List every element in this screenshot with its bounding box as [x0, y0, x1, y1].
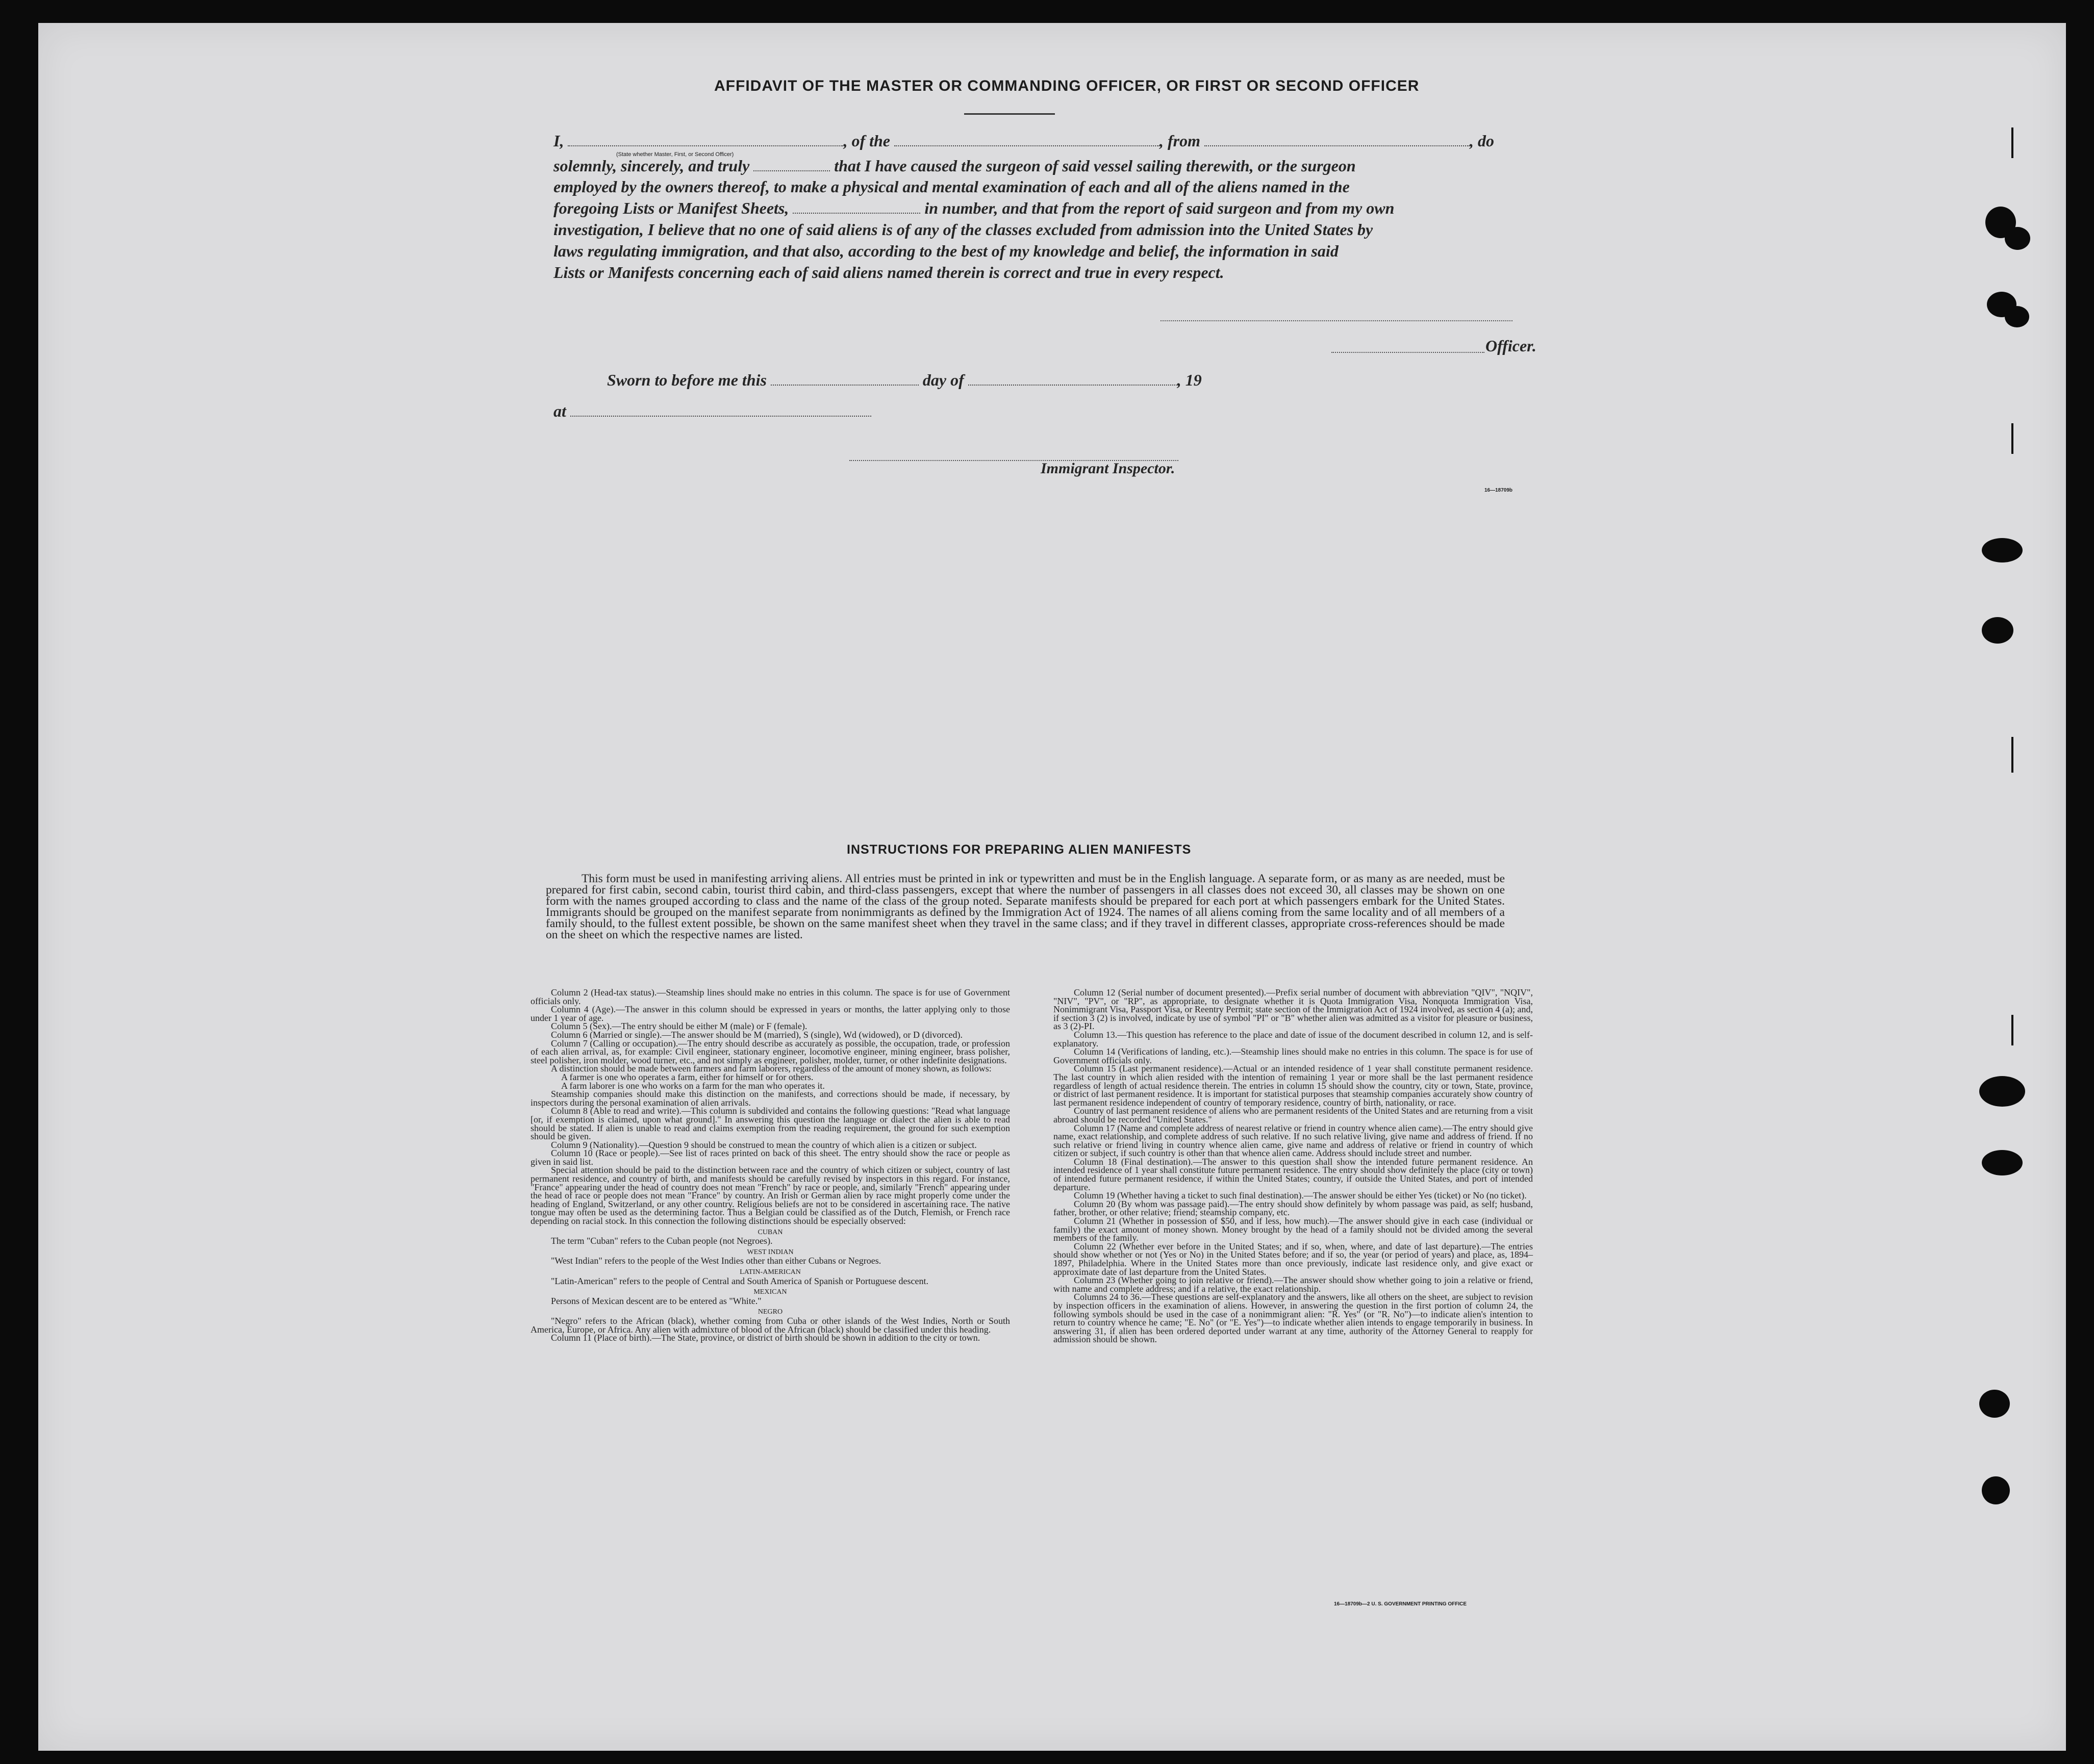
- instructions-left-column: [531, 988, 1010, 1342]
- binder-hole: [1982, 538, 2023, 563]
- alien-count-field[interactable]: [793, 212, 920, 214]
- instruction-paragraph: Column 7 (Calling or occupation).—The entry should describe as accurately as possible, the occupation, trade, or profession of each alien arrival, as, for example: Civil engineer, stationary engineer, locomotive engineer, mining engineer, brass polisher, steel polisher, iron molder, wood turner, etc., and not simply as engineer, polisher, molder, turner, or other indefinite designations.: [531, 1038, 1010, 1065]
- instruction-paragraph: Column 23 (Whether going to join relative or friend).—The answer should show whether going to join a relative or friend, with name and complete address; and if a relative, the exact relationship.: [1053, 1275, 1533, 1294]
- race-heading-latin-american: LATIN-AMERICAN: [740, 1268, 801, 1276]
- instruction-paragraph: Special attention should be paid to the distinction between race and the country of which citizen or subject, country of last permanent residence, and country of birth, and manifests should be carefully revised by inspectors in this regard. For instance, "France" appearing under the head of country does not mean "French" by race or people, and, similarly "French" appearing under the head of race or people does not mean "France" by country. An Irish or German alien by race might properly come under the heading of England, Switzerland, or any other country. Religious beliefs are not to be considered in ascertaining race. The native tongue may often be used as the determining factor. Thus a Belgian could be classified as of the Dutch, Flemish, or French race depending on racial stock. In this connection the following distinctions should be especially observed:: [531, 1165, 1010, 1226]
- text-do: , do: [1470, 132, 1494, 150]
- instruction-paragraph: Column 21 (Whether in possession of $50, and if less, how much).—The answer should give in each case (individual or family) the exact amount of money shown. Money brought by the head of a family should not be divided among the several members of the family.: [1053, 1216, 1533, 1243]
- text-in-number: in number, and that from the report of said surgeon and from my own: [924, 199, 1395, 217]
- printing-office-footer: 16—18709b—2 U. S. GOVERNMENT PRINTING OFFICE: [1334, 1601, 1467, 1607]
- text-solemnly: solemnly, sincerely, and truly: [553, 157, 750, 175]
- race-text-mexican: Persons of Mexican descent are to be entered as "White.": [551, 1295, 762, 1306]
- instruction-paragraph: Column 20 (By whom was passage paid).—The entry should show definitely by whom passage was paid, as self; husband, father, brother, or other relative; friend; steamship company, etc.: [1053, 1198, 1533, 1218]
- instruction-paragraph: Column 17 (Name and complete address of nearest relative or friend in country whence alien came).—The entry should give name, exact relationship, and complete address of such relative. If no such relative living, give name and address of friend. If no such relative or friend living in country whence alien came, give name and address of relative or friend in country of which citizen or subject, if such country is other than that whence alien came. Address should include street and number.: [1053, 1122, 1533, 1159]
- binder-hole: [2005, 227, 2030, 250]
- race-heading-cuban: CUBAN: [758, 1228, 783, 1236]
- binder-hole: [1982, 1476, 2010, 1504]
- instruction-paragraph: Columns 24 to 36.—These questions are self-explanatory and the answers, like all others on the sheet, are subject to revision by inspection officers in the examination of aliens. However, in answering the question in the first portion of column 24, the following symbols should be used in the case of a nonimmigrant alien: "R. Yes" (or "R. No")—to indicate alien's intention to return to country whence he came; "E. No" (or "E. Yes")—to indicate whether alien intends to engage temporarily in business. In answering 31, if alien has been ordered deported under warrant at any time, authority of the Attorney General to reapply for admission should be shown.: [1053, 1292, 1533, 1345]
- text-from: , from: [1159, 132, 1200, 150]
- instruction-paragraph: Column 8 (Able to read and write).—This column is subdivided and contains the following questions: "Read what language [or, if exemption is claimed, upon what ground]." In answering this question the language or dialect the alien is able to read should be stated. If alien is unable to read and claims exemption from the reading requirement, the ground for such exemption should be given.: [531, 1106, 1010, 1142]
- title-rule: [964, 113, 1055, 115]
- instruction-paragraph: Column 9 (Nationality).—Question 9 should be construed to mean the country of which alien is a citizen or subject.: [551, 1139, 977, 1150]
- officer-label: Officer.: [1485, 337, 1536, 355]
- binder-hole: [1982, 617, 2013, 644]
- sworn-day-field[interactable]: [771, 384, 919, 386]
- binder-hole: [1979, 1390, 2010, 1418]
- inspector-label: Immigrant Inspector.: [1041, 460, 1175, 477]
- instruction-paragraph: Column 11 (Place of birth).—The State, province, or district of birth should be shown in addition to the city or town.: [551, 1333, 980, 1343]
- binder-hole: [1979, 1076, 2025, 1107]
- instruction-paragraph: Column 10 (Race or people).—See list of races printed on back of this sheet. The entry should show the race or people as given in said list.: [531, 1148, 1010, 1167]
- race-text-west-indian: "West Indian" refers to the people of the West Indies other than either Cubans or Negroes.: [551, 1256, 881, 1266]
- rank-note: (State whether Master, First, or Second Officer): [616, 151, 734, 158]
- instruction-paragraph: Column 14 (Verifications of landing, etc.).—Steamship lines should make no entries in this column. The space is for use of Government officials only.: [1053, 1046, 1533, 1065]
- text-sworn: Sworn to before me this: [607, 371, 767, 389]
- signature-line[interactable]: [1160, 320, 1512, 321]
- text-foregoing: foregoing Lists or Manifest Sheets,: [553, 199, 789, 217]
- instruction-paragraph: Column 19 (Whether having a ticket to such final destination).—The answer should be either Yes (ticket) or No (no ticket).: [1074, 1190, 1527, 1201]
- form-number: 16—18709b: [1484, 488, 1513, 493]
- affidavit-line-2: [553, 157, 1356, 175]
- race-heading-mexican: MEXICAN: [753, 1288, 787, 1296]
- text-of: , of the: [843, 132, 890, 150]
- instruction-paragraph: Column 12 (Serial number of document presented).—Prefix serial number of document with abbreviation "QIV", "NQIV", "NIV", "PV", or "RP", as appropriate, to designate whether it is Quota Immigration Visa, Nonquota Immigration Visa, Nonimmigrant Visa, Passport Visa, or Reentry Permit; state section of the Immigration Act of 1924 involved, as section 4 (a); and, if section 3 (2) is involved, indicate by use of symbol "PI" or "B" whether alien was admitted as a visitor for pleasure or business, as 3 (2)-PI.: [1053, 987, 1533, 1032]
- affidavit-line-6: laws regulating immigration, and that also, according to the best of my knowledge and belief, the information in said: [553, 242, 1339, 260]
- vessel-name-field[interactable]: [894, 145, 1159, 146]
- binder-hole: [1982, 1150, 2023, 1175]
- instruction-paragraph: A farm laborer is one who works on a farm for the man who operates it.: [561, 1080, 825, 1091]
- text-day-of: day of: [922, 371, 964, 389]
- instruction-paragraph: Column 22 (Whether ever before in the United States; and if so, when, where, and date of last departure).—The entries should show whether or not (Yes or No) in the United States before; and if so, the year (or period of years) and place, as, 1894–1897, Philadelphia. Where in the United States more than once previously, indicate last residence only, and give exact or approximate date of last departure from the United States.: [1053, 1241, 1533, 1277]
- oath-field[interactable]: [753, 170, 830, 171]
- sworn-line: [607, 371, 1202, 390]
- officer-rank-field[interactable]: [568, 145, 843, 146]
- text-19: , 19: [1177, 371, 1202, 389]
- race-text-cuban: The term "Cuban" refers to the Cuban people (not Negroes).: [551, 1236, 773, 1246]
- intro-text: This form must be used in manifesting arriving aliens. All entries must be printed in ink or typewritten and must be in the English language. A separate form, or as many as are needed, must be prepared for first cabin, second cabin, tourist third cabin, and third-class passengers, except that where the number of passengers in all classes does not exceed 30, all classes may be shown on one form with the names grouped according to class and the name of the class of the group noted. Separate manifests should be prepared for each port at which passengers embark for the United States. Immigrants should be grouped on the manifest separate from nonimmigrants as defined by the Immigration Act of 1924. The names of all aliens coming from the same locality and of all members of a family should, to the fullest extent possible, be shown on the same manifest sheet when they travel in the same class; and if they travel in different classes, appropriate cross-references should be made on the sheet on which the respective names are listed.: [546, 872, 1505, 941]
- text-at: at: [553, 402, 566, 420]
- edge-mark: [2011, 127, 2013, 158]
- instruction-paragraph: Column 4 (Age).—The answer in this column should be expressed in years or months, the latter applying only to those under 1 year of age.: [531, 1004, 1010, 1023]
- affidavit-line-7: Lists or Manifests concerning each of said aliens named therein is correct and true in every respect.: [553, 263, 1224, 282]
- sworn-month-field[interactable]: [968, 384, 1177, 386]
- instructions-title: INSTRUCTIONS FOR PREPARING ALIEN MANIFESTS: [847, 842, 1192, 857]
- affidavit-line-4: [553, 199, 1394, 218]
- affidavit-title: AFFIDAVIT OF THE MASTER OR COMMANDING OFFICER, OR FIRST OR SECOND OFFICER: [714, 78, 1420, 94]
- affidavit-line-5: investigation, I believe that no one of said aliens is of any of the classes excluded from admission into the United States by: [553, 220, 1373, 239]
- race-heading-west-indian: WEST INDIAN: [747, 1248, 794, 1256]
- text-i: I,: [553, 132, 564, 150]
- instruction-paragraph: A distinction should be made between farmers and farm laborers, regardless of the amount of money shown, as follows:: [551, 1063, 992, 1074]
- instruction-paragraph: Country of last permanent residence of aliens who are permanent residents of the United States and are returning from a visit abroad should be recorded "United States.": [1053, 1106, 1533, 1124]
- port-from-field[interactable]: [1204, 145, 1470, 146]
- race-heading-negro: NEGRO: [758, 1308, 783, 1316]
- edge-mark: [2011, 1015, 2013, 1045]
- edge-mark: [2011, 423, 2013, 454]
- text-surgeon: that I have caused the surgeon of said vessel sailing therewith, or the surgeon: [834, 157, 1356, 175]
- edge-mark: [2011, 737, 2013, 773]
- affidavit-line-1: [553, 132, 1494, 150]
- instruction-paragraph: Column 15 (Last permanent residence).—Actual or an intended residence of 1 year shall constitute permanent residence. The last country in which alien resided with the intention of remaining 1 year or more shall be the last permanent residence regardless of length of actual residence therein. The entries in column 15 should show the country, city or town, State, province, or district of last permanent residence. It is important for statistical purposes that steamship companies accurately show country of last permanent residence independent of country of temporary residence, country of birth, nationality, or race.: [1053, 1063, 1533, 1108]
- instruction-paragraph: Steamship companies should make this distinction on the manifests, and corrections should be made, if necessary, by inspectors during the personal examination of alien arrivals.: [531, 1089, 1010, 1108]
- race-text-negro: "Negro" refers to the African (black), whether coming from Cuba or other islands of the West Indies, North or South America, Europe, or Africa. Any alien with admixture of blood of the African (black) should be classified under this heading.: [531, 1315, 1010, 1335]
- instruction-paragraph: Column 6 (Married or single).—The answer should be M (married), S (single), Wd (widowed), or D (divorced).: [551, 1029, 963, 1040]
- instruction-paragraph: Column 2 (Head-tax status).—Steamship lines should make no entries in this column. The space is for use of Government officials only.: [531, 987, 1010, 1006]
- instructions-intro: [546, 873, 1505, 940]
- at-place-field[interactable]: [570, 415, 871, 417]
- at-line: [553, 402, 871, 421]
- instruction-paragraph: Column 18 (Final destination).—The answer to this question shall show the intended future permanent residence. An intended residence of 1 year shall constitute future permanent residence. The entry should show definitely the place (city or town) of intended future permanent residence, if within the United States; country, if outside the United States, and port of intended departure.: [1053, 1156, 1533, 1192]
- officer-signature-line[interactable]: [1331, 352, 1484, 353]
- instruction-paragraph: Column 5 (Sex).—The entry should be either M (male) or F (female).: [551, 1021, 808, 1032]
- binder-hole: [2005, 306, 2029, 327]
- instructions-right-column: [1053, 988, 1533, 1344]
- race-text-latin-american: "Latin-American" refers to the people of Central and South America of Spanish or Portuguese descent.: [551, 1275, 928, 1286]
- instruction-paragraph: Column 13.—This question has reference to the place and date of issue of the document described in column 12, and is self-explanatory.: [1053, 1029, 1533, 1049]
- instruction-paragraph: A farmer is one who operates a farm, either for himself or for others.: [561, 1071, 814, 1082]
- affidavit-line-3: employed by the owners thereof, to make a physical and mental examination of each and all of the aliens named in the: [553, 177, 1350, 196]
